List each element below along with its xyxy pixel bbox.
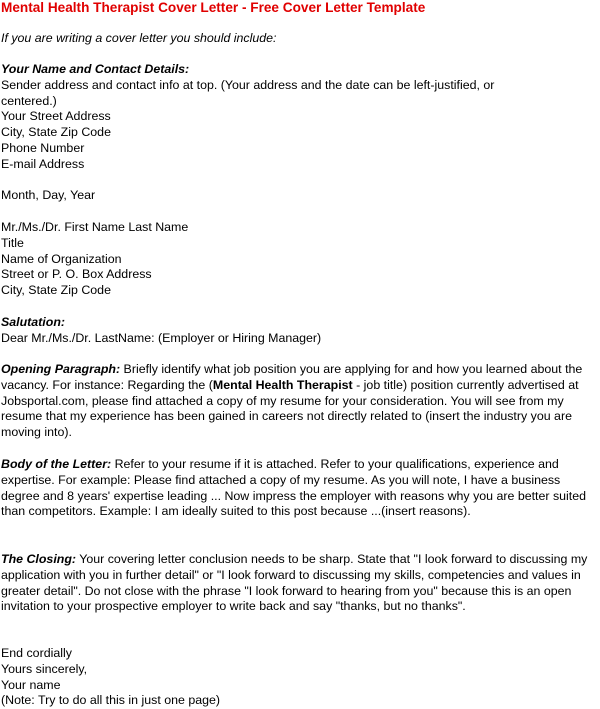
recipient-line: Title: [1, 235, 24, 250]
contact-line: E-mail Address: [1, 156, 85, 171]
signoff-line: Your name: [1, 677, 61, 692]
closing-text: Your covering letter conclusion needs to be sharp. State that "I look forward to discussing my application with you in further detail" or "I look forward to discussing my skills, competencies and values in greater detail". Do not close with the phrase "I look forward to hearing from you" because this is an open invitation to your prospective employer to write back and say "thanks, but no thanks".: [1, 552, 588, 614]
opening-text-continued: - job title) position currently advertised at Jobsportal.com, please find attached a copy of my resume for your consideration. You will see from my resume that my experience has been gained in careers not directly related to (insert the industry you are moving into).: [1, 377, 579, 440]
intro-text: If you are writing a cover letter you should include:: [1, 31, 277, 45]
salutation-heading: Salutation:: [1, 315, 66, 329]
signoff-section: [1, 646, 597, 709]
opening-job-title: Mental Health Therapist: [212, 377, 353, 392]
recipient-line: Name of Organization: [1, 251, 122, 266]
contact-section: [1, 62, 597, 173]
signoff-line: End cordially: [1, 646, 72, 660]
body-text: Refer to your resume if it is attached. Refer to your qualifications, experience and expertise. For example: Please find attached a copy of my resume. As you will note, I have a business degree and 8 years' expertise leading ... Now impress the employer with reasons why you are better suited than competitors. Example: I am ideally suited to this post because ...(insert reasons).: [1, 457, 587, 519]
closing-heading: The Closing:: [1, 552, 77, 566]
date-line: Month, Day, Year: [1, 188, 96, 202]
page-title: Mental Health Therapist Cover Letter - Free Cover Letter Template: [1, 0, 426, 15]
closing-section: [1, 552, 597, 615]
contact-line: Sender address and contact info at top. (Your address and the date can be left-justified, or: [1, 77, 495, 92]
recipient-section: [1, 220, 597, 299]
opening-section: [1, 362, 597, 441]
closing-paragraph: [1, 552, 597, 615]
opening-text: Briefly identify what job position you are applying for and how you learned about the vacancy. For instance: Regarding the (: [1, 362, 583, 392]
contact-line: City, State Zip Code: [1, 125, 111, 140]
signoff-line: Yours sincerely,: [1, 661, 88, 676]
contact-line: centered.): [1, 93, 57, 108]
date-section: [1, 188, 597, 204]
opening-heading: Opening Paragraph:: [1, 362, 121, 376]
recipient-line: City, State Zip Code: [1, 283, 111, 298]
contact-line: Your Street Address: [1, 109, 111, 124]
body-heading: Body of the Letter:: [1, 457, 112, 471]
body-paragraph: [1, 457, 597, 520]
opening-paragraph: [1, 362, 597, 441]
contact-heading: Your Name and Contact Details:: [1, 62, 190, 76]
signoff-line: (Note: Try to do all this in just one page): [1, 693, 221, 708]
recipient-line: Street or P. O. Box Address: [1, 267, 152, 282]
salutation-section: [1, 315, 597, 347]
recipient-line: Mr./Ms./Dr. First Name Last Name: [1, 220, 189, 234]
body-section: [1, 457, 597, 520]
contact-line: Phone Number: [1, 140, 85, 155]
salutation-text: Dear Mr./Ms./Dr. LastName: (Employer or Hiring Manager): [1, 330, 322, 345]
